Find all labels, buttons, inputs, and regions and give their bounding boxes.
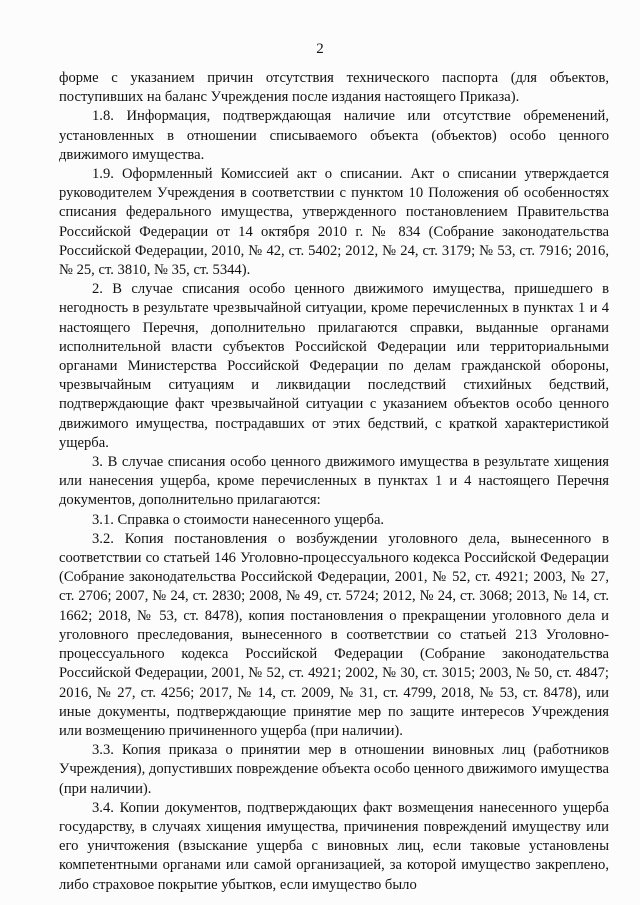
paragraph-3: 3. В случае списания особо ценного движимого имущества в результате хищения или нанесения ущерба, кроме перечисленных в пунктах 1 и 4 настоящего Перечня документов, дополнительно прилагаются: (59, 454, 609, 509)
paragraph-3-1: 3.1. Справка о стоимости нанесенного ущерба. (92, 511, 385, 528)
paragraph-3-4: 3.4. Копии документов, подтверждающих факт возмещения нанесенного ущерба государству, в случаях хищения имущества, причинения повреждений имуществу или его уничтожения (взыскание ущерба с виновных лиц, если таковые установлены компетентными органами или самой организацией, за которой имущество закреплено, либо страховое покрытие убытков, если имущество было (59, 799, 609, 893)
document-body (59, 69, 609, 895)
paragraph-3-2: 3.2. Копия постановления о возбуждении уголовного дела, вынесенного в соответствии со статьей 146 Уголовно-процессуального кодекса Российской Федерации (Собрание законодательства Российской Федерации, 2001, № 52, ст. 4921; 2003, № 27, ст. 2706; 2007, № 24, ст. 2830; 2008, № 49, ст. 5724; 2012, № 24, ст. 3068; 2013, № 14, ст. 1662; 2018, № 53, ст. 8478), копия постановления о прекращении уголовного дела и уголовного преследования, вынесенного в соответствии со статьей 213 Уголовно-процессуального кодекса Российской Федерации (Собрание законодательства Российской Федерации, 2001, № 52, ст. 4921; 2002, № 30, ст. 3015; 2003, № 50, ст. 4847; 2016, № 27, ст. 4256; 2017, № 14, ст. 2009, № 31, ст. 4799, 2018, № 53, ст. 8478), или иные документы, подтверждающие принятие мер по защите интересов Учреждения или возмещению причиненного ущерба (при наличии). (59, 530, 609, 739)
paragraph-1-9: 1.9. Оформленный Комиссией акт о списании. Акт о списании утверждается руководителем Учреждения в соответствии с пунктом 10 Положения об особенностях списания федерального имущества, утвержденного постановлением Правительства Российской Федерации от 14 октября 2010 г. № 834 (Собрание законодательства Российской Федерации, 2010, № 42, ст. 5402; 2012, № 24, ст. 3179; № 53, ст. 7916; 2016, № 25, ст. 3810, № 35, ст. 5344). (59, 166, 609, 279)
paragraph-continuation: форме с указанием причин отсутствия технического паспорта (для объектов, поступивших на баланс Учреждения после издания настоящего Приказа). (59, 70, 609, 106)
paragraph-1-8: 1.8. Информация, подтверждающая наличие или отсутствие обременений, установленных в отношении списываемого объекта (объектов) особо ценного движимого имущества. (59, 108, 609, 163)
paragraph-2: 2. В случае списания особо ценного движимого имущества, пришедшего в негодность в результате чрезвычайной ситуации, кроме перечисленных в пунктах 1 и 4 настоящего Перечня, дополнительно прилагаются справки, выданные органами исполнительной власти субъектов Российской Федерации или территориальными органами Министерства Российской Федерации по делам гражданской обороны, чрезвычайным ситуациям и ликвидации последствий стихийных бедствий, подтверждающие факт чрезвычайной ситуации с указанием объектов особо ценного движимого имущества, пострадавших от этих бедствий, с краткой характеристикой ущерба. (59, 281, 609, 451)
paragraph-3-3: 3.3. Копия приказа о принятии мер в отношении виновных лиц (работников Учреждения), допустивших повреждение объекта особо ценного движимого имущества (при наличии). (59, 742, 609, 797)
page-number: 2 (316, 41, 324, 57)
